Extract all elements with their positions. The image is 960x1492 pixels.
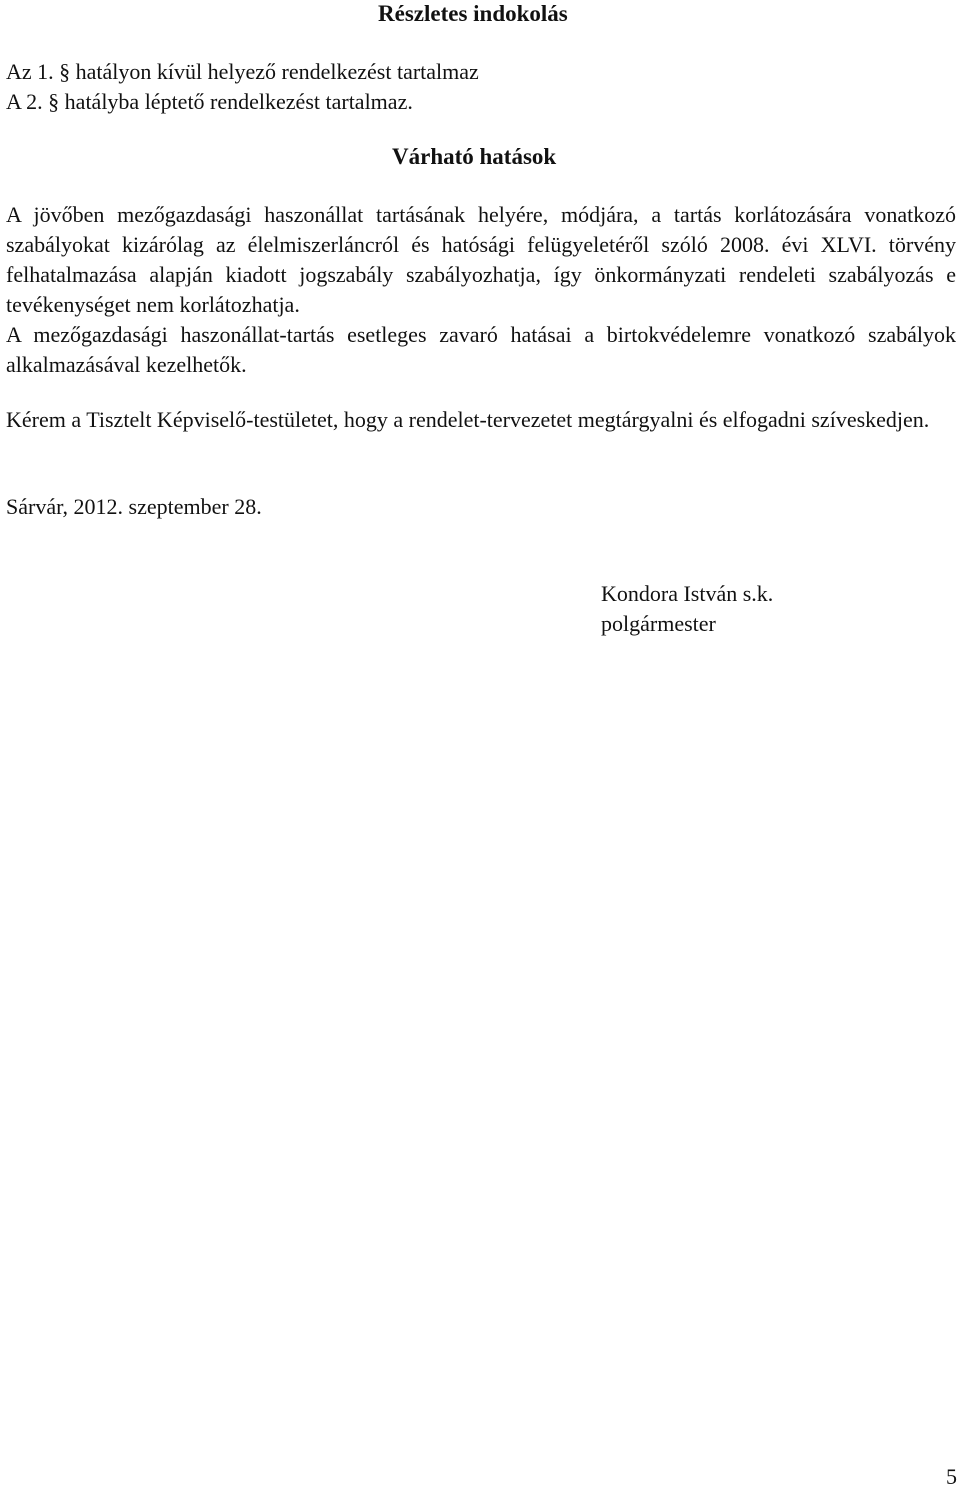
place-date: Sárvár, 2012. szeptember 28. [6, 494, 262, 519]
signatory-title: polgármester [601, 611, 716, 636]
impact-paragraph-2: A mezőgazdasági haszonállat-tartás esetleges zavaró hatásai a birtokvédelemre vonatkozó szabályok alkalmazásával kezelhetők. [6, 322, 956, 377]
impact-paragraphs [6, 200, 956, 380]
section-lines [6, 57, 956, 117]
section-subheading: Várható hatások [392, 144, 557, 169]
impact-paragraph-1: A jövőben mezőgazdasági haszonállat tartásának helyére, módjára, a tartás korlátozására vonatkozó szabályokat kizárólag az élelmiszerláncról és hatósági felügyeletéről szóló 2008. évi XLVI. törvény felhatalmazása alapján kiadott jogszabály szabályozhatja, így önkormányzati rendeleti szabályozás e tevékenységet nem korlátozhatja. [6, 202, 956, 317]
request-paragraph: Kérem a Tisztelt Képviselő-testületet, hogy a rendelet-tervezetet megtárgyalni és elfogadni szíveskedjen. [6, 407, 930, 432]
signature-block [601, 579, 773, 639]
section-line-2: A 2. § hatályba léptető rendelkezést tartalmaz. [6, 89, 413, 114]
section-line-1: Az 1. § hatályon kívül helyező rendelkezést tartalmaz [6, 59, 479, 84]
document-heading: Részletes indokolás [378, 1, 568, 26]
signatory-name: Kondora István s.k. [601, 581, 774, 606]
page-number: 5 [946, 1464, 957, 1489]
